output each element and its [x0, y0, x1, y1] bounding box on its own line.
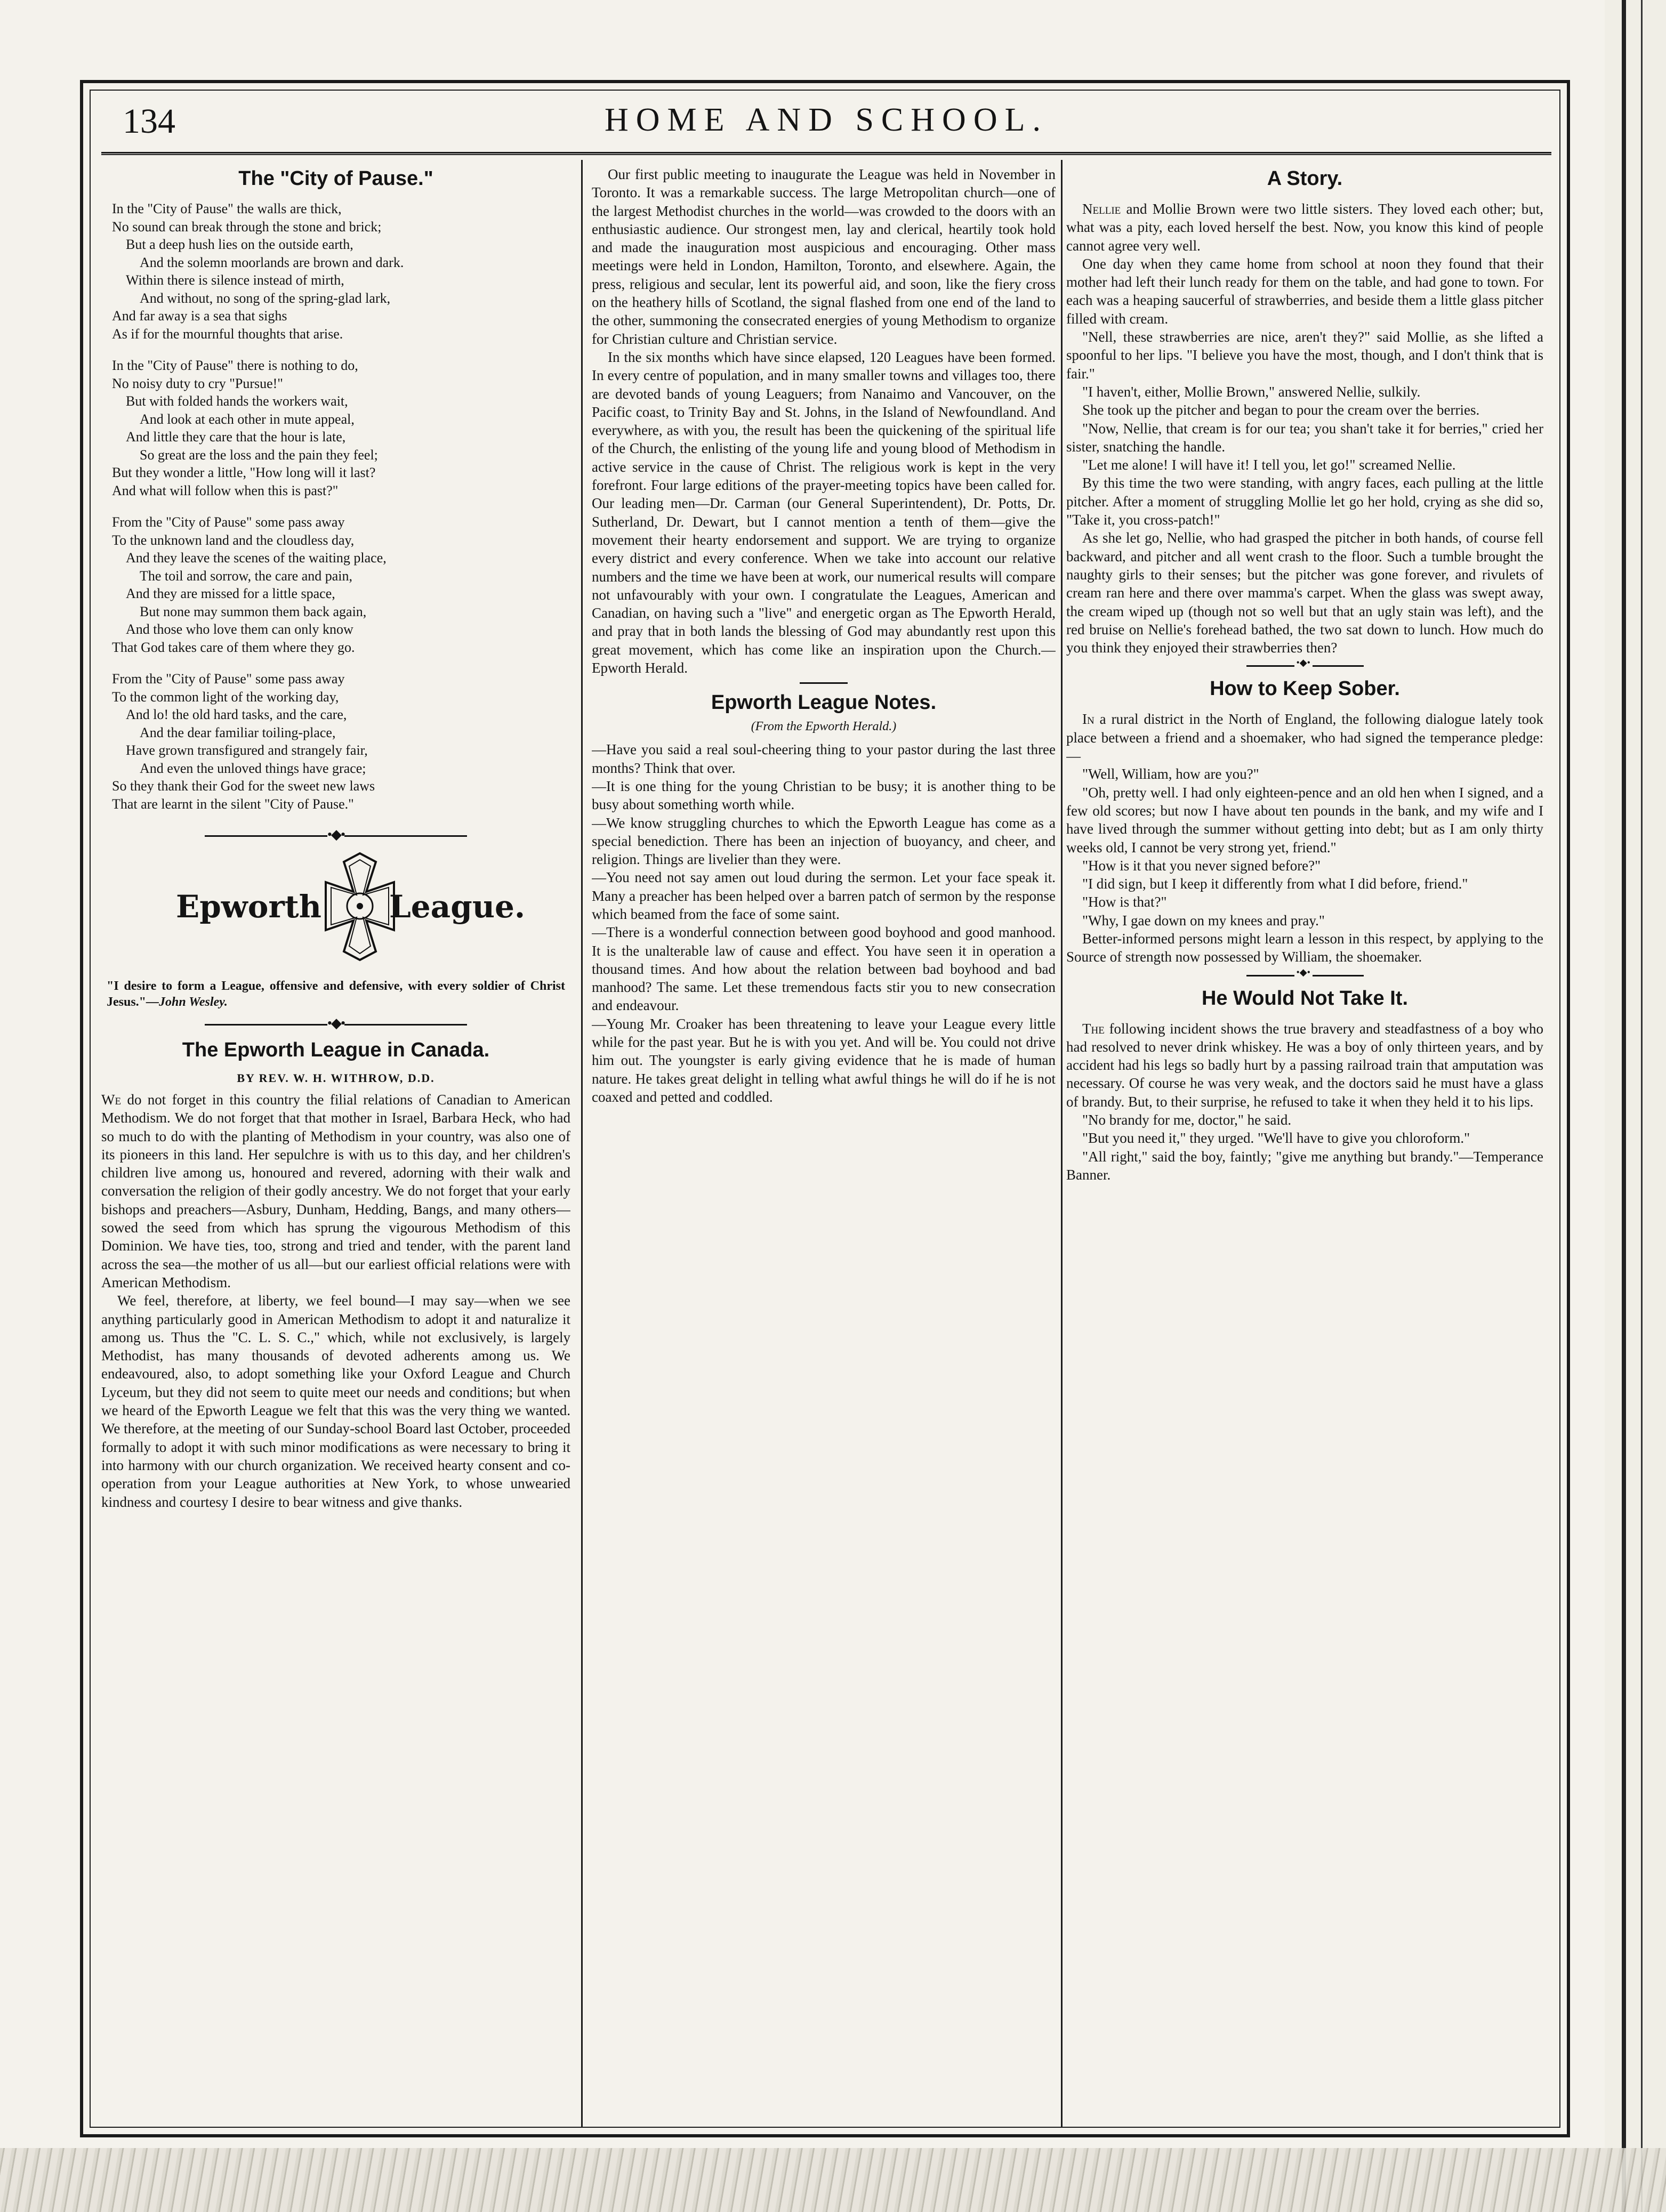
whiskey-paragraph: The following incident shows the true bravery and steadfastness of a boy who had resolved to never drink whiskey. He was a boy of only thirteen years, and by accident had his legs so badly hurt by a passing railroad train that amputation was necessary. Of course he was very weak, and the doctors said he must have a glass of brandy. But, to their surprise, he refused to take it when they held it to his lips.	[1066, 1020, 1543, 1110]
note-item: —Young Mr. Croaker has been threatening to leave your League every little while for the past year. But he is with you yet. And will be. You could not drive him out. The youngster is early giving evidence that he is made of human nature. He takes great delight in telling what awful things he will do if he is not coaxed and petted and coddled.	[592, 1015, 1056, 1105]
sober-paragraph: Better-informed persons might learn a lesson in this respect, by applying to the Source of strength now possessed by William, the shoemaker.	[1066, 930, 1543, 965]
note-item: —We know struggling churches to which the Epworth League has come as a special benediction. There has been an injection of buoyancy, and cheer, and religion. Things are livelier than they were.	[592, 814, 1056, 868]
whiskey-paragraph: "All right," said the boy, faintly; "give me anything but brandy."—Temperance Banner.	[1066, 1148, 1543, 1183]
column-rule-1	[581, 160, 583, 2127]
scan-noise	[0, 2148, 1666, 2212]
sober-paragraph: "Why, I gae down on my knees and pray."	[1082, 912, 1325, 929]
page-number: 134	[123, 102, 175, 141]
poem-line: And they leave the scenes of the waiting place,	[126, 550, 387, 566]
poem-line: No noisy duty to cry "Pursue!"	[112, 375, 283, 391]
maltese-cross-icon	[323, 850, 397, 962]
article-paragraph: Our first public meeting to inaugurate the League was held in November in Toronto. It was a remarkable success. The large Metropolitan church—one of the largest Methodist churches in the world—was crowded to the doors with an enthusiastic audience. Our strongest men, lay and clerical, heartily took hold and made the inauguration most auspicious and encouraging. Other mass meetings were held in London, Hamilton, Toronto, and elsewhere. Again, the press, religious and secular, lent its powerful aid, and soon, like the fiery cross on the heathery hills of Scotland, the signal flashed from one end of the land to the other, summoning the consecrated energies of young Methodism to organize for Christian culture and Christian service.	[592, 166, 1056, 347]
dropcap: In	[1082, 711, 1094, 728]
poem-line: In the "City of Pause" the walls are thick,	[112, 201, 342, 216]
note-item: —Have you said a real soul-cheering thing to your pastor during the last three months? Think that over.	[592, 741, 1056, 776]
note-item: —It is one thing for the young Christian to be busy; it is another thing to be busy about something worth while.	[592, 778, 1056, 813]
article-continued	[592, 165, 1056, 677]
poem-line: And the solemn moorlands are brown and dark.	[140, 254, 404, 270]
poem-line: But a deep hush lies on the outside earth,	[126, 237, 353, 252]
edge-rule-thin	[1641, 0, 1643, 2212]
poem-line: That God takes care of them where they go.	[112, 639, 355, 655]
sober-paragraph: "How is it that you never signed before?"	[1082, 857, 1321, 874]
column-2	[592, 160, 1056, 2127]
poem-stanza	[112, 357, 570, 499]
note-item: —You need not say amen out loud during the sermon. Let your face speak it. Many a preacher has been helped over a barren patch of sermon by the response which beamed from the face of some saint.	[592, 869, 1056, 922]
poem-line: And lo! the old hard tasks, and the care,	[126, 707, 347, 722]
ornament-divider	[1246, 975, 1364, 979]
poem-line: And without, no song of the spring-glad lark,	[140, 290, 391, 306]
dropcap: The	[1082, 1020, 1105, 1037]
sober-title: How to Keep Sober.	[1210, 677, 1400, 700]
wesley-quote	[107, 978, 565, 1010]
section-rule	[800, 682, 848, 684]
poem-stanza	[112, 200, 570, 343]
story-paragraph: "I haven't, either, Mollie Brown," answered Nellie, sulkily.	[1082, 383, 1421, 400]
notes-title: Epworth League Notes.	[711, 691, 937, 714]
note-item: —There is a wonderful connection between good boyhood and good manhood. It is the unalterable law of cause and effect. You have seen it in operation a thousand times. And how about the relation between bad boyhood and bad manhood? The same. Let these tremendous facts stir you to new consecration and endeavour.	[592, 924, 1056, 1014]
whiskey-title: He Would Not Take It.	[1201, 987, 1409, 1010]
poem-stanza	[112, 670, 570, 813]
story-title: A Story.	[1267, 167, 1343, 190]
poem-line: And the dear familiar toiling-place,	[140, 724, 336, 740]
poem-line: That are learnt in the silent "City of Pause."	[112, 796, 354, 812]
story-paragraph: One day when they came home from school at noon they found that their mother had left their lunch ready for them on the table, and had gone to town. For each was a heaping saucerful of strawberries, and beside them a little glass pitcher filled with cream.	[1066, 255, 1543, 327]
sober-paragraph: "Well, William, how are you?"	[1082, 766, 1259, 782]
article-paragraph: In the six months which have since elapsed, 120 Leagues have been formed. In every centre of population, and in many smaller towns and villages too, there are devoted bands of young Leaguers; from Nanaimo and Vancouver, on the Pacific coast, to Trinity Bay and St. Johns, in the Island of Newfoundland. And everywhere, as with you, the result has been the quickening of the spiritual life of the Church, the enlisting of the young life and young blood of Methodism in active service in the cause of Christ. The religious work is kept in the very forefront. Four large editions of the prayer-meeting topics have been called for. Our leading men—Dr. Carman (our General Superintendent), Dr. Potts, Dr. Sutherland, Dr. Dewart, but I cannot mention a tenth of them—give the movement their hearty endorsement and support. We are trying to organize every district and every conference. When we take into account our relative numbers and the time we have been at work, our numerical results will compare not unfavourably with your own. I congratulate the Leagues, American and Canadian, on having such a "live" and energetic organ as The Epworth Herald, and pray that in both lands the blessing of God may abundantly rest upon this great movement, which has come like an inspiration upon the Church.—Epworth Herald.	[592, 349, 1056, 676]
poem-line: So they thank their God for the sweet new laws	[112, 778, 375, 794]
poem-line: But they wonder a little, "How long will it last?	[112, 465, 376, 480]
story-body	[1066, 200, 1543, 657]
notes-source: (From the Epworth Herald.)	[751, 720, 897, 734]
poem-line: No sound can break through the stone and brick;	[112, 219, 382, 235]
whiskey-paragraph: "No brandy for me, doctor," he said.	[1082, 1112, 1292, 1128]
poem-line: And what will follow when this is past?"	[112, 482, 339, 498]
story-paragraph: As she let go, Nellie, who had grasped the pitcher in both hands, of course fell backward, and pitcher and all went crash to the floor. Such a tumble brought the naughty girls to their senses; but the pitcher was gone forever, and rivulets of cream ran here and there over mamma's carpet. When the glass was swept away, the cream wiped up (though not so well but that an ugly stain was left), and the red bruise on Nellie's forehead bathed, the two sat down to lunch. How much do you think they enjoyed their strawberries then?	[1066, 530, 1543, 656]
poem-line: From the "City of Pause" some pass away	[112, 514, 345, 530]
poem-line: As if for the mournful thoughts that arise.	[112, 326, 343, 342]
header-rule	[101, 152, 1551, 155]
article-body	[101, 1091, 570, 1511]
sober-body	[1066, 710, 1543, 966]
epworth-masthead	[101, 850, 570, 973]
poem-line: From the "City of Pause" some pass away	[112, 671, 345, 687]
sober-paragraph: In a rural district in the North of England, the following dialogue lately took place between a friend and a shoemaker, who had signed the temperance pledge:—	[1066, 711, 1543, 764]
poem-line: Have grown transfigured and strangely fair,	[126, 742, 368, 758]
poem-line: To the common light of the working day,	[112, 689, 339, 705]
poem-line: To the unknown land and the cloudless day,	[112, 532, 355, 548]
masthead-word-left: Epworth	[176, 889, 321, 925]
poem-line: And look at each other in mute appeal,	[140, 411, 355, 427]
quote-attribution: —John Wesley.	[146, 995, 228, 1009]
poem	[112, 200, 570, 813]
poem-line: But none may summon them back again,	[140, 603, 367, 619]
ornament-divider: •◆•	[101, 1015, 570, 1031]
whiskey-body	[1066, 1020, 1543, 1184]
poem-line: And those who love them can only know	[126, 621, 353, 637]
story-paragraph: "Nell, these strawberries are nice, aren't they?" said Mollie, as she lifted a spoonful to her lips. "I believe you have the most, though, and I don't think that is fair."	[1066, 329, 1543, 382]
column-3	[1066, 160, 1543, 2127]
story-paragraph: By this time the two were standing, with angry faces, each pulling at the little pitcher. After a moment of struggling Mollie let go her hold, crying as she did so, "Take it, you cross-patch!"	[1066, 475, 1543, 528]
poem-line: And they are missed for a little space,	[126, 586, 335, 601]
notes-list	[592, 740, 1056, 1106]
quote-text: "I desire to form a League, offensive and defensive, with every soldier of Christ Jesus."	[107, 979, 565, 1009]
column-rule-2	[1061, 160, 1063, 2127]
poem-stanza	[112, 513, 570, 656]
article-byline: BY REV. W. H. WITHROW, D.D.	[237, 1071, 435, 1085]
sober-paragraph: "How is that?"	[1082, 894, 1167, 910]
story-paragraph: Nellie and Mollie Brown were two little sisters. They loved each other; but, what was a pity, each loved herself the best. Now, you know this kind of people cannot agree very well.	[1066, 201, 1543, 254]
whiskey-paragraph: "But you need it," they urged. "We'll have to give you chloroform."	[1082, 1130, 1470, 1147]
dropcap: We	[101, 1092, 122, 1108]
story-paragraph: She took up the pitcher and began to pour the cream over the berries.	[1082, 402, 1480, 418]
poem-line: Within there is silence instead of mirth,	[126, 272, 344, 288]
masthead-word-right: League.	[389, 889, 526, 925]
poem-line: And far away is a sea that sighs	[112, 308, 287, 324]
edge-rule	[1622, 0, 1626, 2212]
page-edge	[1605, 0, 1666, 2212]
poem-line: But with folded hands the workers wait,	[126, 393, 348, 409]
ornament-divider	[1246, 665, 1364, 669]
column-1	[101, 160, 570, 2127]
ornament-divider: •◆•	[101, 827, 570, 843]
poem-line: In the "City of Pause" there is nothing to do,	[112, 358, 358, 373]
article-paragraph: We do not forget in this country the filial relations of Canadian to American Methodism. We do not forget that that mother in Israel, Barbara Heck, who had so much to do with the planting of Methodism in your country, was also one of its pioneers in this land. Her sepulchre is with us to this day, and her children's children live among us, honoured and revered, adorning with their walk and conversation the religion of their godly ancestry. We do not forget that your early bishops and preachers—Asbury, Dunham, Hedding, Bangs, and many others—sowed the seed from which has sprung the vigourous Methodism of this Dominion. We have ties, too, strong and tried and tender, with the parent land across the sea—the mother of us all—but our earliest official relations were with American Methodism.	[101, 1092, 570, 1290]
dropcap: Nellie	[1082, 201, 1121, 217]
poem-title: The "City of Pause."	[238, 167, 433, 190]
article-paragraph: We feel, therefore, at liberty, we feel bound—I may say—when we see anything particularly good in American Methodism to adopt it and naturalize it among us. Thus the "C. L. S. C.," which, while not exclusively, is largely Methodist, has many thousands of devoted adherents among us. We endeavoured, also, to adopt something like your Oxford League and Church Lyceum, but they did not seem to quite meet our needs and conditions; but when we heard of the Epworth League we felt that this was the very thing we wanted. We therefore, at the meeting of our Sunday-school Board last October, proceeded formally to adopt it with such minor modifications as were necessary to bring it into harmony with our church organization. We received hearty consent and co-operation from your League authorities at New York, to whose unwearied kindness and courtesy I desire to bear witness and give thanks.	[101, 1293, 570, 1510]
story-paragraph: "Let me alone! I will have it! I tell you, let go!" screamed Nellie.	[1082, 457, 1456, 473]
poem-line: And little they care that the hour is late,	[126, 429, 346, 445]
poem-line: So great are the loss and the pain they feel;	[140, 447, 378, 463]
article-title: The Epworth League in Canada.	[182, 1039, 490, 1061]
sober-paragraph: "I did sign, but I keep it differently from what I did before, friend."	[1082, 876, 1468, 892]
poem-line: And even the unloved things have grace;	[140, 760, 366, 776]
poem-line: The toil and sorrow, the care and pain,	[140, 568, 353, 584]
page-header	[101, 101, 1551, 149]
story-paragraph: "Now, Nellie, that cream is for our tea; you shan't take it for berries," cried her sister, snatching the handle.	[1066, 420, 1543, 455]
sober-paragraph: "Oh, pretty well. I had only eighteen-pence and an old hen when I signed, and a few old scores; but now I have about ten pounds in the bank, and my wife and I have lived through the summer without getting into debt; but as I am only thirty weeks old, I cannot be very strong yet, friend."	[1066, 784, 1543, 855]
running-title: HOME AND SCHOOL.	[605, 102, 1048, 138]
